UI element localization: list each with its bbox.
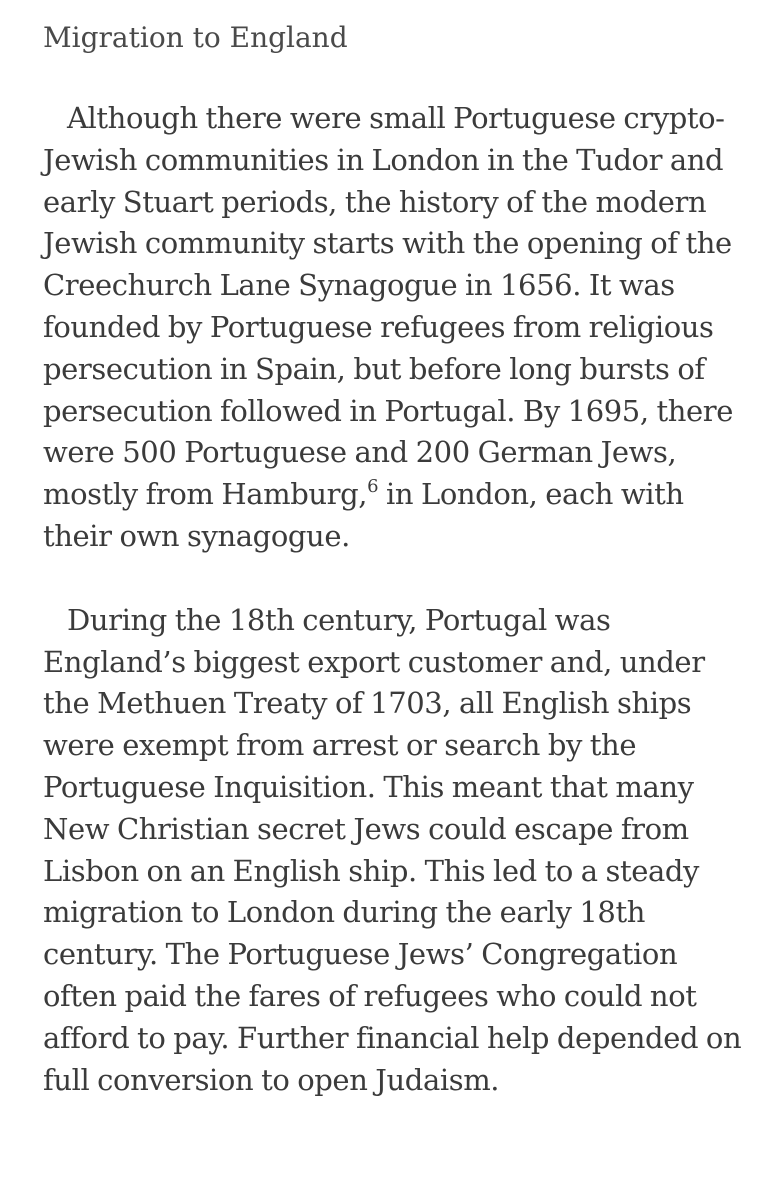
- paragraph-1-text: Although there were small Portuguese crypto-Jewish communities in London in the Tudor and early Stuart periods, the history of the modern Jewish community starts with the opening of the Creechurch Lane Synagogue in 1656. It was founded by Portuguese refugees from religious persecution in Spain, but before long bursts of persecution followed in Portugal. By 1695, there were 500 Portuguese and 200 German Jews, mostly from Hamburg,: [43, 101, 734, 512]
- paragraph-1-text-continued: in London, each with their own synagogue.: [43, 477, 684, 553]
- paragraph-1: [43, 98, 755, 558]
- section-heading: Migration to England: [43, 21, 348, 54]
- paragraph-2: During the 18th century, Portugal was England’s biggest export customer and, under the Methuen Treaty of 1703, all English ships were exempt from arrest or search by the Portuguese Inquisition. This meant that many New Christian secret Jews could escape from Lisbon on an English ship. This led to a steady migration to London during the early 18th century. The Portuguese Jews’ Congregation often paid the fares of refugees who could not afford to pay. Further financial help depended on full conversion to open Judaism.: [43, 602, 742, 1097]
- article-page: [43, 18, 755, 1101]
- footnote-marker[interactable]: 6: [367, 476, 379, 498]
